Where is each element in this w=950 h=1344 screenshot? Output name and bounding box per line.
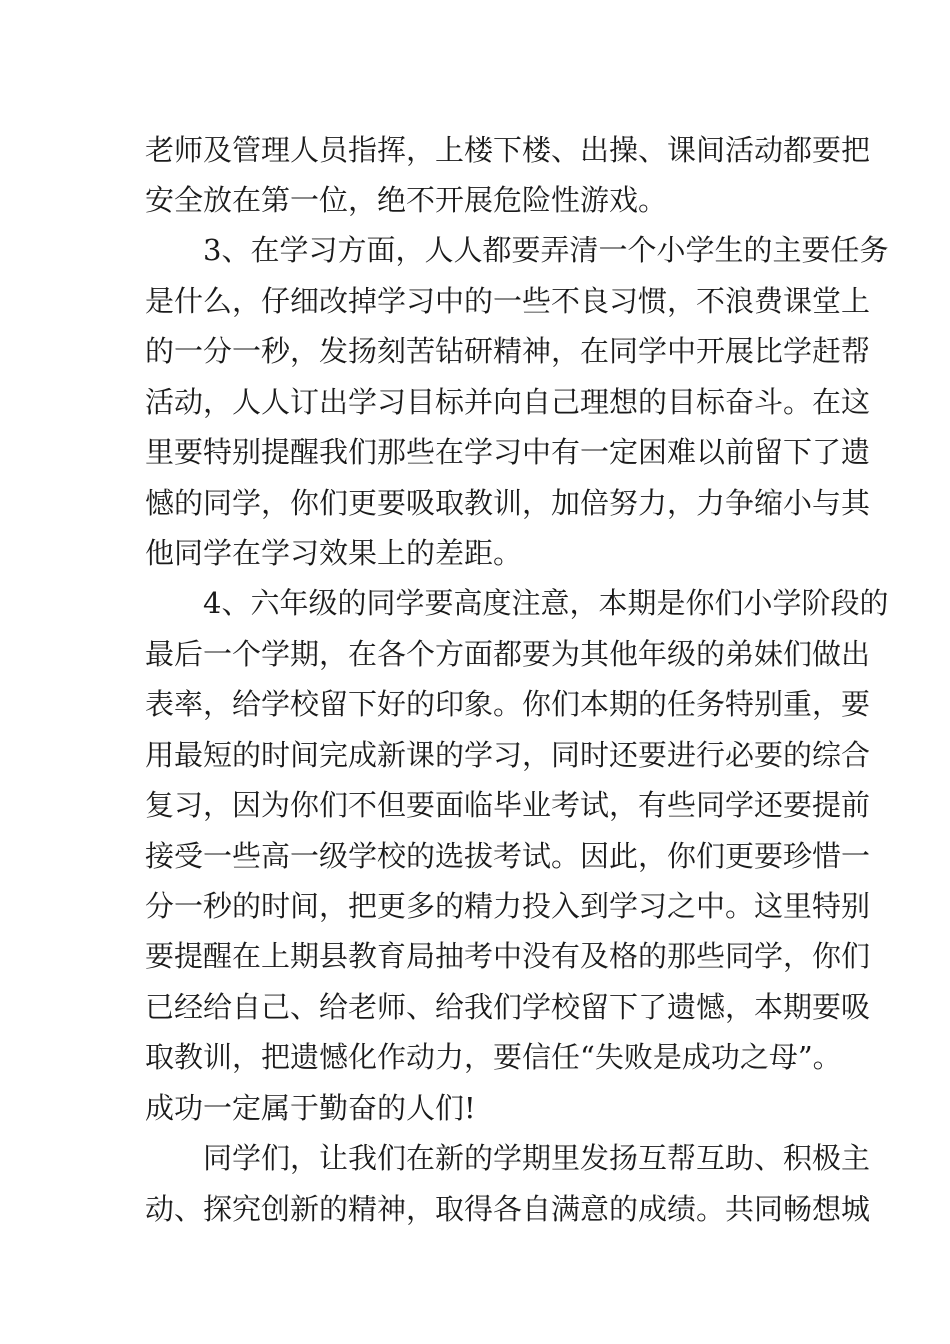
text-line: 同学们，让我们在新的学期里发扬互帮互助、积极主: [203, 1141, 871, 1175]
text-line: 表率，给学校留下好的印象。你们本期的任务特别重，要: [145, 687, 871, 721]
text-line: 复习，因为你们不但要面临毕业考试，有些同学还要提前: [145, 788, 871, 822]
text-line: 最后一个学期，在各个方面都要为其他年级的弟妹们做出: [145, 637, 871, 671]
text-line: 4、六年级的同学要高度注意，本期是你们小学阶段的: [203, 586, 889, 620]
text-line: 活动，人人订出学习目标并向自己理想的目标奋斗。在这: [145, 385, 871, 419]
text-line: 憾的同学，你们更要吸取教训，加倍努力，力争缩小与其: [145, 486, 871, 520]
text-line: 动、探究创新的精神，取得各自满意的成绩。共同畅想城: [145, 1192, 871, 1226]
text-line: 里要特别提醒我们那些在学习中有一定困难以前留下了遗: [145, 435, 871, 469]
text-line: 分一秒的时间，把更多的精力投入到学习之中。这里特别: [145, 889, 871, 923]
text-line: 老师及管理人员指挥，上楼下楼、出操、课间活动都要把: [145, 133, 871, 167]
text-line: 的一分一秒，发扬刻苦钻研精神，在同学中开展比学赶帮: [145, 334, 871, 368]
text-line: 3、在学习方面，人人都要弄清一个小学生的主要任务: [203, 233, 889, 267]
text-line: 是什么，仔细改掉学习中的一些不良习惯，不浪费课堂上: [145, 284, 871, 318]
text-line: 成功一定属于勤奋的人们!: [145, 1091, 476, 1125]
text-line: 取教训，把遗憾化作动力，要信任“失败是成功之母”。: [145, 1040, 842, 1074]
text-line: 要提醒在上期县教育局抽考中没有及格的那些同学，你们: [145, 939, 871, 973]
text-line: 用最短的时间完成新课的学习，同时还要进行必要的综合: [145, 738, 871, 772]
text-line: 他同学在学习效果上的差距。: [145, 536, 523, 570]
text-line: 已经给自己、给老师、给我们学校留下了遗憾，本期要吸: [145, 990, 871, 1024]
text-line: 接受一些高一级学校的选拔考试。因此，你们更要珍惜一: [145, 839, 871, 873]
text-line: 安全放在第一位，绝不开展危险性游戏。: [145, 183, 668, 217]
